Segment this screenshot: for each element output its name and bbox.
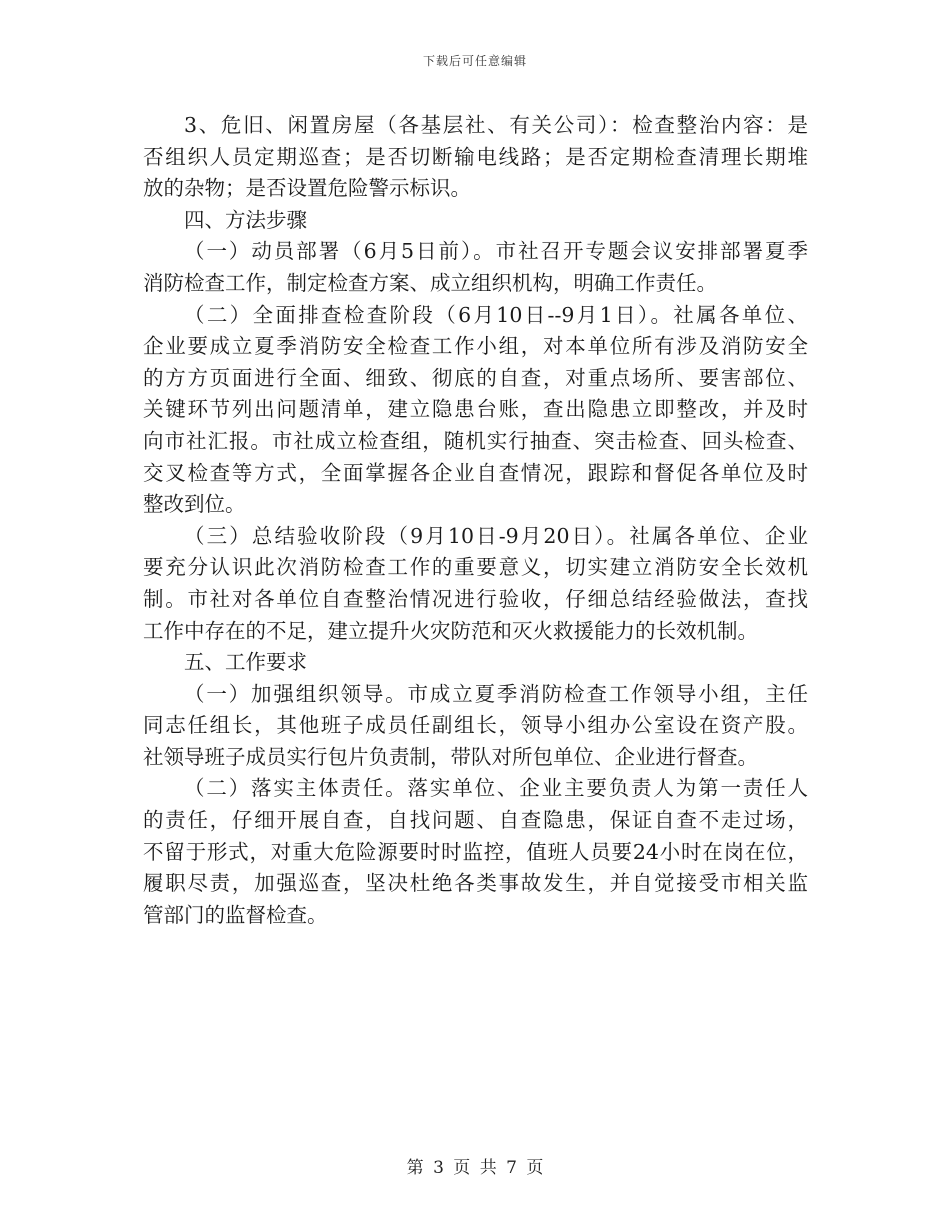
paragraph-line: （二）落实主体责任。落实单位、企业主要负责人为第一责任人: [184, 776, 808, 801]
paragraph-line: 放的杂物；是否设置危险警示标识。: [143, 176, 471, 201]
section-heading: 四、方法步骤: [184, 207, 307, 232]
paragraph-line: （一）加强组织领导。市成立夏季消防检查工作领导小组，主任: [184, 681, 808, 706]
section-heading: 五、工作要求: [184, 650, 307, 675]
paragraph-line: 关键环节列出问题清单，建立隐患台账，查出隐患立即整改，并及时: [143, 397, 808, 422]
page-number-footer: 第 3 页 共 7 页: [406, 1158, 544, 1178]
paragraph-line: 履职尽责，加强巡查，坚决杜绝各类事故发生，并自觉接受市相关监: [143, 871, 808, 896]
paragraph-line: 的责任，仔细开展自查，自找问题、自查隐患，保证自查不走过场，: [143, 808, 808, 833]
paragraph-line: 的方方页面进行全面、细致、彻底的自查，对重点场所、要害部位、: [143, 365, 808, 390]
paragraph-line: 企业要成立夏季消防安全检查工作小组，对本单位所有涉及消防安全: [143, 334, 808, 359]
paragraph-line: 整改到位。: [143, 492, 246, 517]
page-header: 下载后可任意编辑: [422, 54, 527, 68]
paragraph-line: 交叉检查等方式，全面掌握各企业自查情况，跟踪和督促各单位及时: [143, 460, 808, 485]
paragraph-line: （二）全面排查检查阶段（6月10日--9月1日）。社属各单位、: [184, 302, 808, 327]
paragraph-line: 工作中存在的不足，建立提升火灾防范和灭火救援能力的长效机制。: [143, 618, 758, 643]
paragraph-line: 管部门的监督检查。: [143, 902, 328, 927]
paragraph-line: （一）动员部署（6月5日前）。市社召开专题会议安排部署夏季: [184, 239, 808, 264]
paragraph-line: 社领导班子成员实行包片负责制，带队对所包单位、企业进行督查。: [143, 744, 758, 769]
paragraph-line: 向市社汇报。市社成立检查组，随机实行抽查、突击检查、回头检查、: [143, 428, 808, 453]
paragraph-line: 否组织人员定期巡查；是否切断输电线路；是否定期检查清理长期堆: [143, 144, 808, 169]
paragraph-line: 不留于形式，对重大危险源要时时监控，值班人员要24小时在岗在位，: [143, 839, 808, 864]
paragraph-line: 3、危旧、闲置房屋（各基层社、有关公司）：检查整治内容：是: [184, 113, 808, 137]
paragraph-line: （三）总结验收阶段（9月10日-9月20日）。社属各单位、企业: [184, 523, 808, 548]
paragraph-line: 制。市社对各单位自查整治情况进行验收，仔细总结经验做法，查找: [143, 586, 808, 611]
document-body: [143, 110, 808, 931]
paragraph-line: 要充分认识此次消防检查工作的重要意义，切实建立消防安全长效机: [143, 555, 808, 580]
paragraph-line: 消防检查工作，制定检查方案、成立组织机构，明确工作责任。: [143, 270, 717, 295]
paragraph-line: 同志任组长，其他班子成员任副组长，领导小组办公室设在资产股。: [143, 713, 808, 738]
